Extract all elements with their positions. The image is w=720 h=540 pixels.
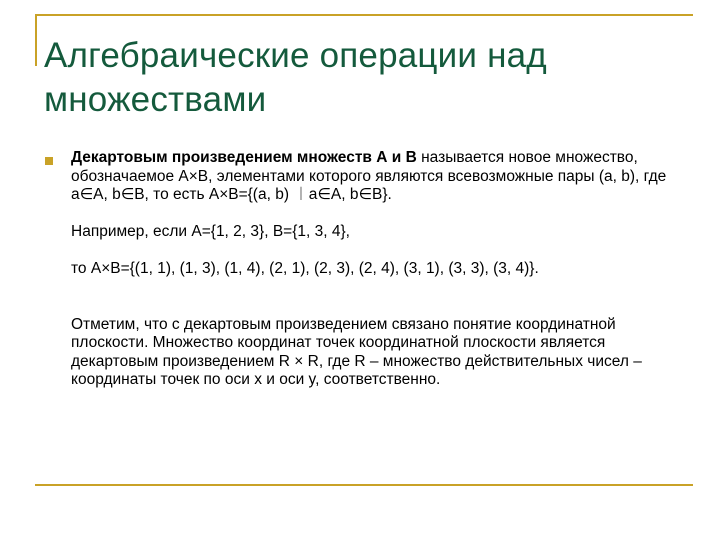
- note-paragraph: Отметим, что с декартовым произведением связано понятие координатной плоскости. Множество координат точек координатной плоскости является декартовым произведением R × R, где R – множество действительных чисел – координаты точек по оси x и оси y, соответственно.: [71, 315, 642, 388]
- square-bullet-icon: [45, 157, 53, 165]
- slide-title: Алгебраические операции над множествами: [44, 36, 547, 119]
- slide-body: [71, 149, 696, 390]
- frame-left-line: [35, 14, 37, 66]
- frame-bottom-line: [35, 484, 693, 486]
- frame-top-line: [35, 14, 693, 16]
- definition-paragraph: [71, 149, 696, 205]
- cartesian-product-paragraph: то A×B={(1, 1), (1, 3), (1, 4), (2, 1), (2, 3), (2, 4), (3, 1), (3, 3), (3, 4)}.: [71, 260, 539, 277]
- definition-text: называется новое множество, обозначаемое А×В, элементами которого являются всевозможные пары (a, b), где a∈A, b∈B, то есть A×B={(a, b) ︱a∈A, b∈B}.: [71, 149, 667, 203]
- example-paragraph: Например, если A={1, 2, 3}, B={1, 3, 4},: [71, 223, 350, 240]
- definition-term: Декартовым произведением множеств А и В: [71, 149, 417, 166]
